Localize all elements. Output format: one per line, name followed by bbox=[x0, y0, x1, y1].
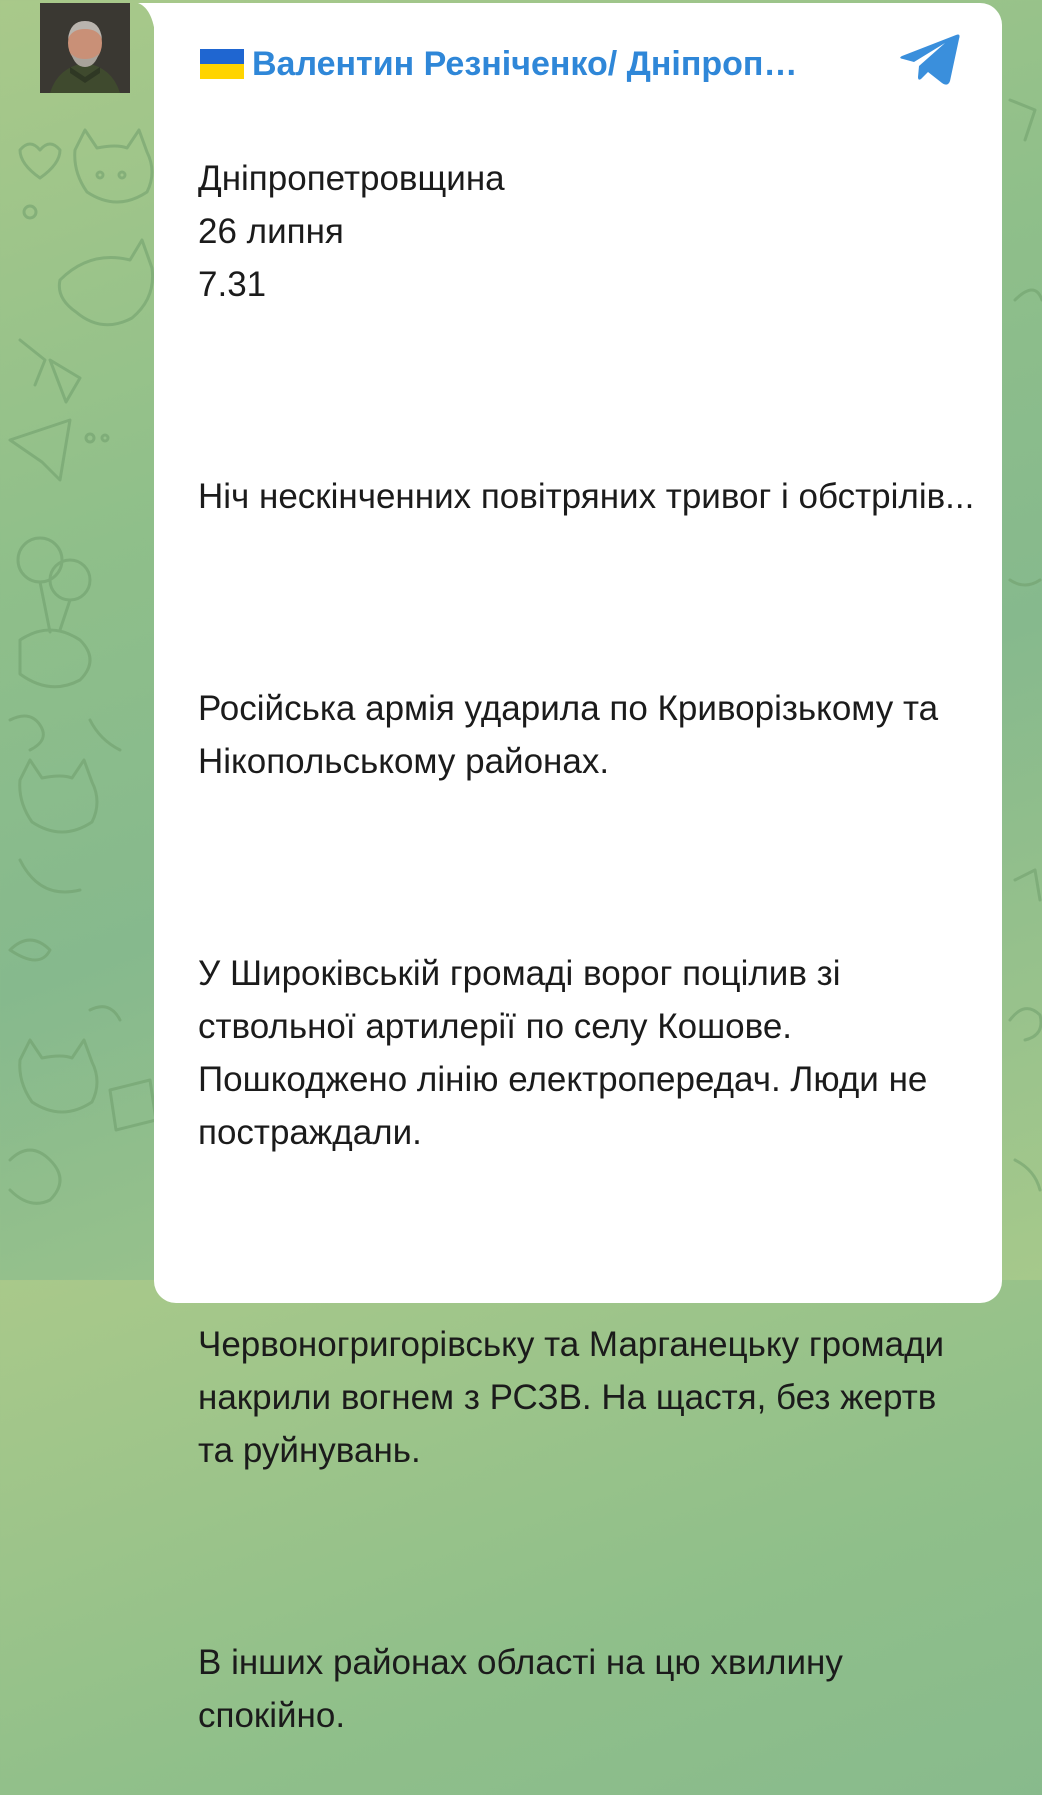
message-header bbox=[200, 41, 880, 87]
channel-avatar[interactable] bbox=[40, 3, 130, 93]
ukraine-flag-icon bbox=[200, 49, 244, 79]
message-text bbox=[198, 99, 978, 1795]
message-paragraph: Ніч нескінченних повітряних тривог і обстрілів... bbox=[198, 477, 975, 516]
message-paragraph bbox=[198, 576, 978, 629]
message-bubble[interactable] bbox=[154, 3, 1002, 1735]
message-paragraph bbox=[198, 1530, 978, 1583]
telegram-icon[interactable] bbox=[898, 31, 962, 87]
message-paragraph bbox=[198, 1212, 978, 1265]
message-paragraph: У Широківській громаді ворог поцілив зі ствольної артилерії по селу Кошове. Пошкоджено лінію електропередач. Люди не постраждали. bbox=[198, 954, 928, 1152]
message-paragraph bbox=[198, 364, 978, 417]
message-paragraph: Дніпропетровщина 26 липня 7.31 bbox=[198, 159, 505, 304]
person-photo-icon bbox=[40, 3, 130, 93]
message-paragraph bbox=[198, 841, 978, 894]
channel-name[interactable]: Валентин Резніченко/ Дніпроп… bbox=[252, 44, 798, 83]
message-paragraph: Червоногригорівську та Марганецьку громади накрили вогнем з РСЗВ. На щастя, без жертв та руйнувань. bbox=[198, 1325, 945, 1470]
message-paragraph: В інших районах області на цю хвилину спокійно. bbox=[198, 1643, 843, 1735]
message-paragraph: Російська армія ударила по Криворізькому та Нікопольському районах. bbox=[198, 689, 939, 781]
